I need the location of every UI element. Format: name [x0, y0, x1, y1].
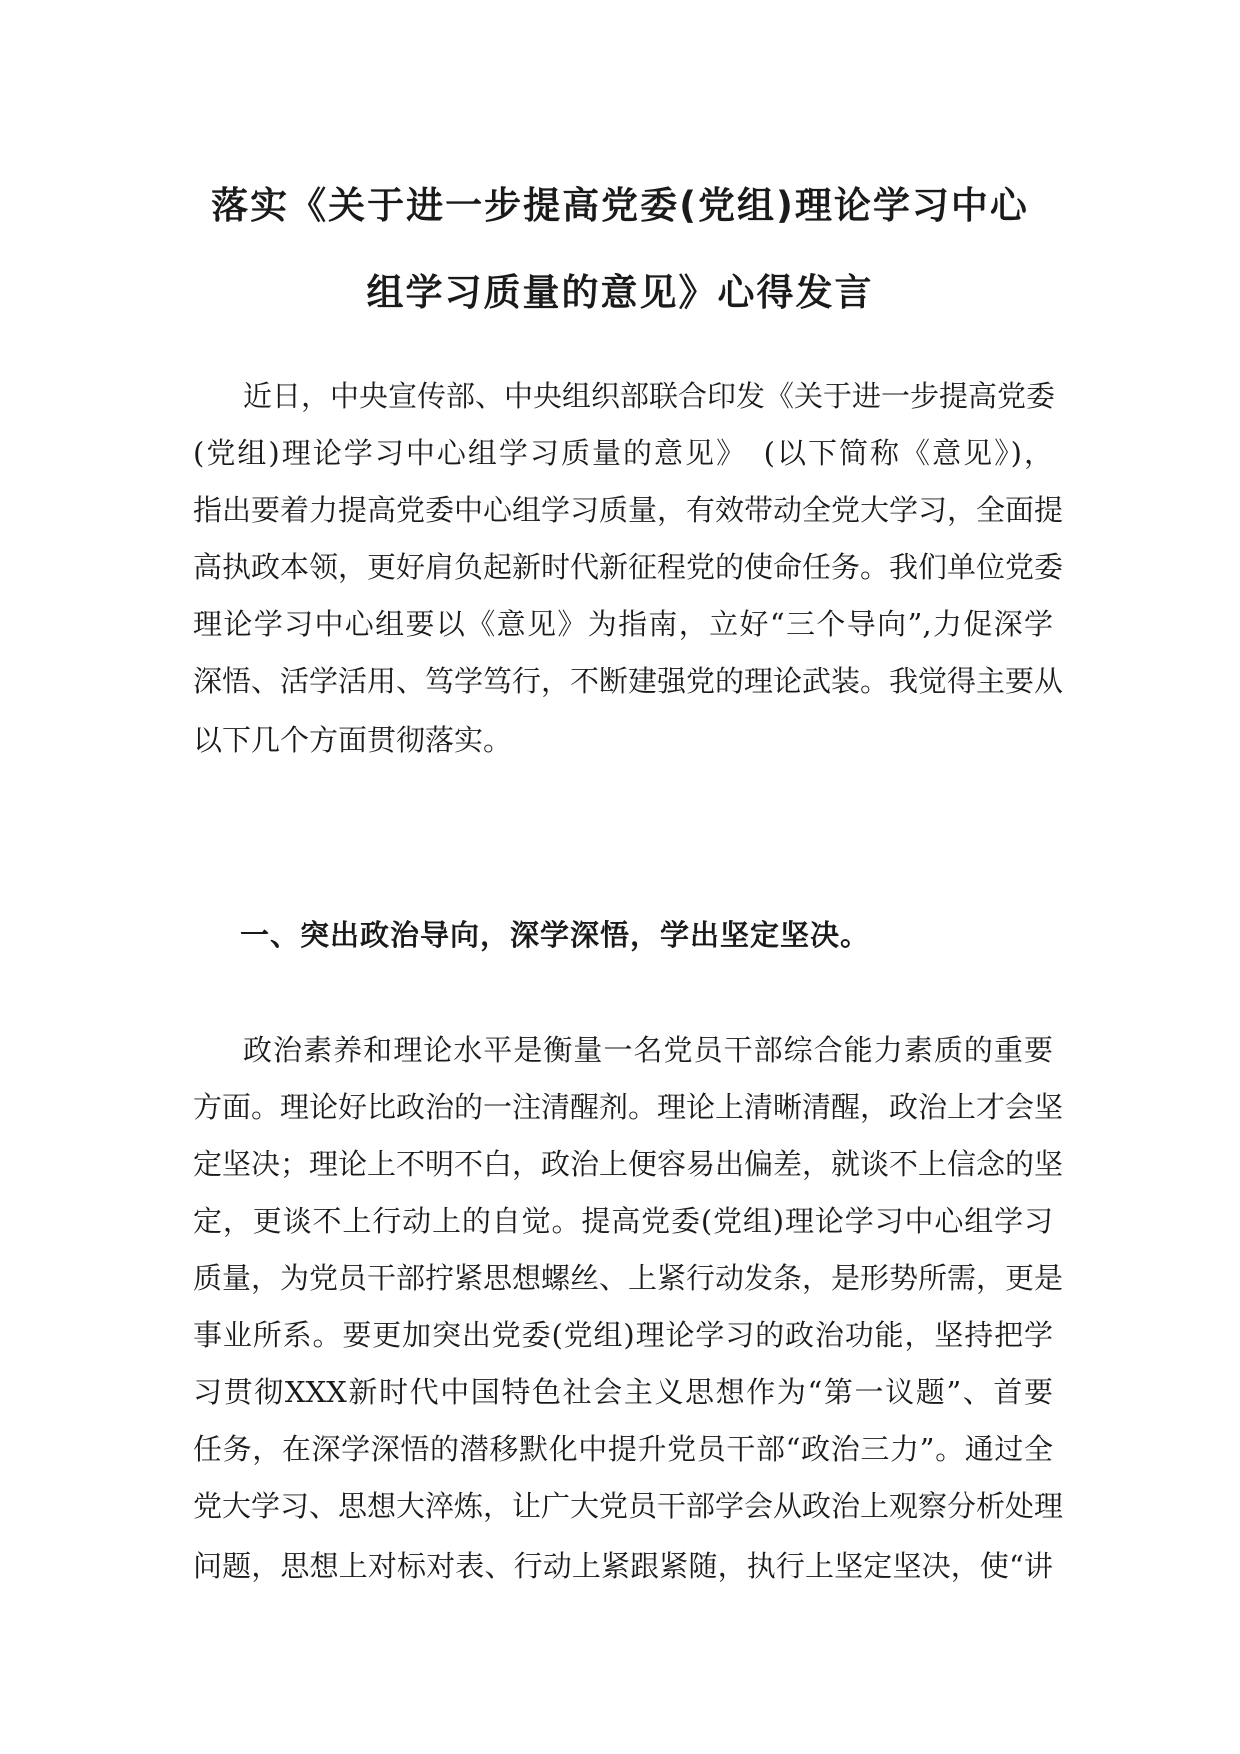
paragraph2-line: 定坚决；理论上不明不白，政治上便容易出偏差，就谈不上信念的坚 [193, 1147, 1064, 1181]
paragraph2-line: 任务，在深学深悟的潜移默化中提升党员干部“政治三力”。通过全 [193, 1432, 1053, 1466]
paragraph1-line: 指出要着力提高党委中心组学习质量，有效带动全党大学习，全面提 [193, 493, 1064, 527]
paragraph1-line: 深悟、活学活用、笃学笃行，不断建强党的理论武装。我觉得主要从 [193, 664, 1064, 698]
paragraph1-line: 理论学习中心组要以《意见》为指南，立好“三个导向”,力促深学 [193, 607, 1053, 641]
paragraph1-line: 高执政本领，更好肩负起新时代新征程党的使命任务。我们单位党委 [193, 550, 1064, 584]
document-title-line-2: 组学习质量的意见》心得发言 [366, 271, 874, 314]
paragraph2-line: 政治素养和理论水平是衡量一名党员干部综合能力素质的重要 [243, 1033, 1053, 1067]
section-heading-1: 一、突出政治导向，深学深悟，学出坚定坚决。 [240, 918, 871, 952]
paragraph2-line: 定，更谈不上行动上的自觉。提高党委(党组)理论学习中心组学习 [193, 1204, 1053, 1238]
paragraph1-line: 近日，中央宣传部、中央组织部联合印发《关于进一步提高党委 [243, 379, 1056, 413]
document-title-line-1: 落实《关于进一步提高党委(党组)理论学习中心 [211, 184, 1029, 227]
paragraph2-line: 方面。理论好比政治的一注清醒剂。理论上清晰清醒，政治上才会坚 [193, 1090, 1064, 1124]
paragraph1-line: (党组)理论学习中心组学习质量的意见》 (以下简称《意见》)， [193, 436, 1053, 470]
paragraph2-line: 党大学习、思想大淬炼，让广大党员干部学会从政治上观察分析处理 [193, 1489, 1064, 1523]
paragraph1-line: 以下几个方面贯彻落实。 [193, 723, 513, 757]
paragraph2-line: 问题，思想上对标对表、行动上紧跟紧随，执行上坚定坚决，使“讲 [193, 1549, 1053, 1583]
paragraph2-line: 事业所系。要更加突出党委(党组)理论学习的政治功能，坚持把学 [193, 1318, 1053, 1352]
paragraph2-line: 习贯彻XXX新时代中国特色社会主义思想作为“第一议题”、首要 [193, 1375, 1053, 1409]
paragraph2-line: 质量，为党员干部拧紧思想螺丝、上紧行动发条，是形势所需，更是 [193, 1261, 1064, 1295]
